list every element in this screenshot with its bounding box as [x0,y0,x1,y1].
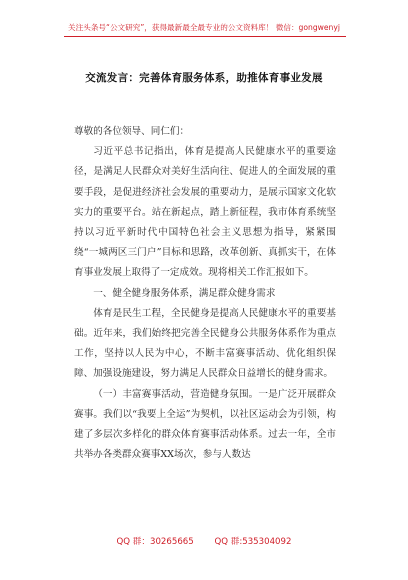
footer-qq-group-1: QQ 群：30265665 [116,537,194,547]
header-divider [64,36,346,37]
paragraph-intro: 习近平总书记指出，体育是提高人民健康水平的重要途径，是满足人民群众对美好生活向往、促进人的全面发展的重要手段，是促进经济社会发展的重要动力，是展示国家文化软实力的重要平台。站在新起点，踏上新征程，我市体育系统坚持以习近平新时代中国特色社会主义思想为指导，紧紧围绕“一城两区三门户”目标和思路，改革创新、真抓实干，在体育事业发展上取得了一定成效。现将相关工作汇报如下。 [74,146,336,279]
paragraph-subsection-one: （一）丰富赛事活动，营造健身氛围。一是广泛开展群众赛事。我们以“我要上全运”为契机，以社区运动会为引领，构建了多层次多样化的群众体育赛事活动体系。过去一年，全市共举办各类群众赛事XX场次，参与人数达 [74,388,336,461]
salutation: 尊敬的各位领导、同仁们： [74,126,190,137]
footer-qq-group-2: QQ 群:535304092 [214,537,292,547]
document-title: 交流发言：完善体育服务体系，助推体育事业发展 [85,72,323,84]
paragraph-section-one: 体育是民生工程，全民健身是提高人民健康水平的重要基础。近年来，我们始终把完善全民健身公共服务体系作为重点工作，坚持以人民为中心，不断丰富赛事活动、优化组织保障、加强设施建设，努力满足人民群众日益增长的健身需求。 [74,307,336,380]
section-heading: 一、健全健身服务体系，满足群众健身需求 [93,287,276,299]
header-banner: 关注头条号“公文研究”，获得最新最全最专业的公文资料库！ 微信：gongwenyj [68,23,340,32]
document-body [74,122,336,465]
footer-banner [0,535,408,547]
